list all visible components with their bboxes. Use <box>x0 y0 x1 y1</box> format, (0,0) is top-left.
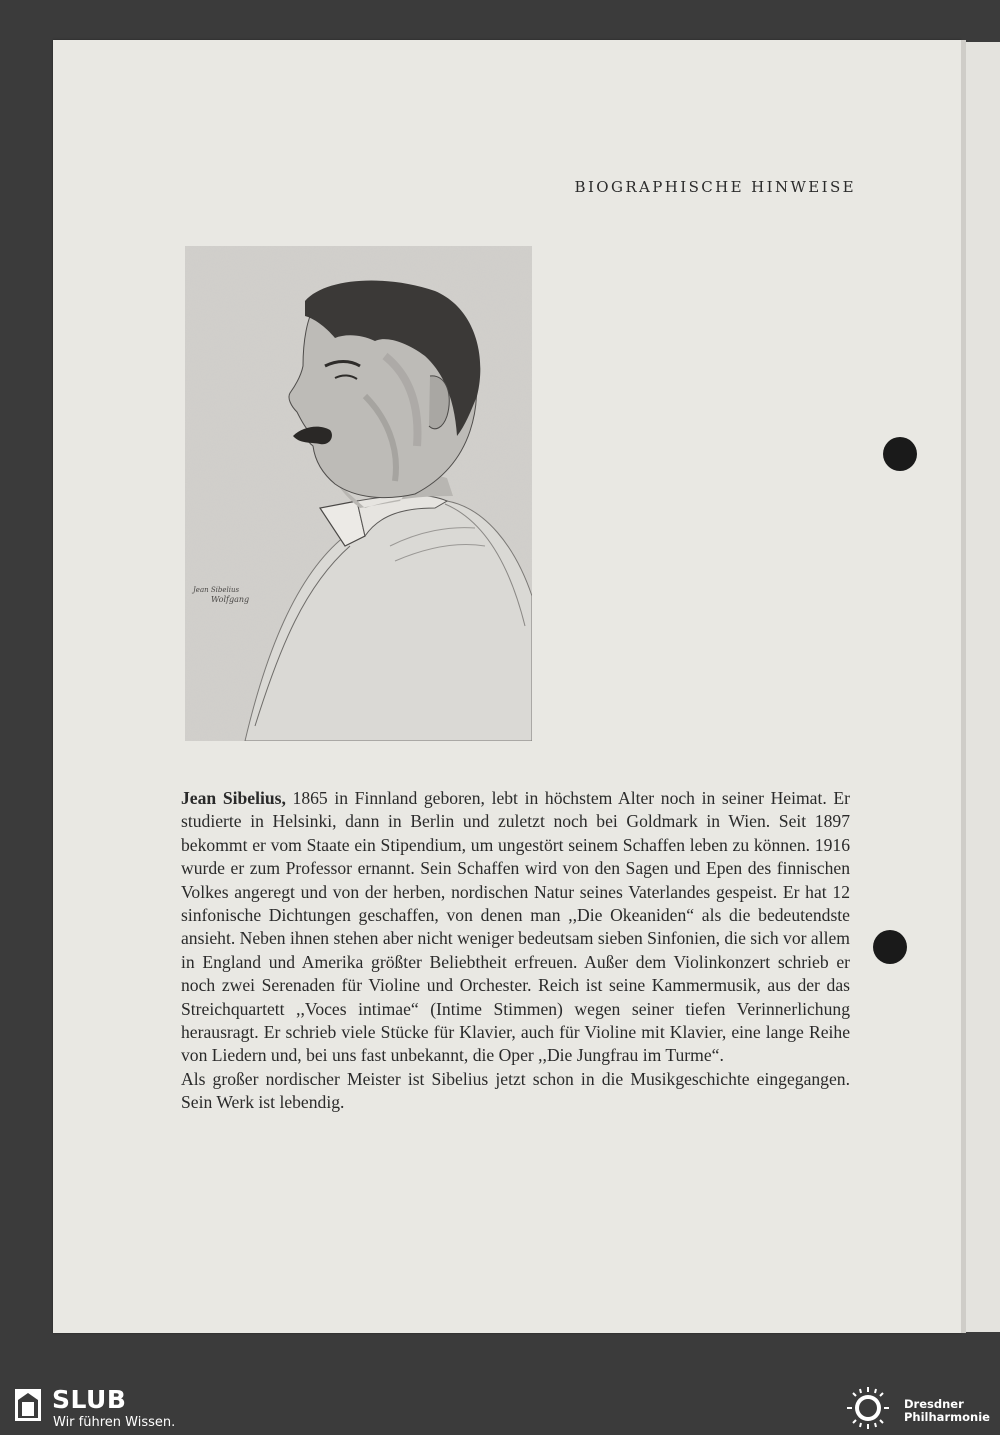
philharmonie-name[interactable] <box>904 1398 990 1424</box>
section-heading: BIOGRAPHISCHE HINWEISE <box>574 178 856 196</box>
punch-hole <box>883 437 917 471</box>
biography-paragraph-1-text: 1865 in Finnland geboren, lebt in höchstem Alter noch in seiner Heimat. Er studierte in Helsinki, dann in Berlin und zuletzt noch bei Goldmark in Wien. Seit 1897 bekommt er vom Staate ein Stipendium, um ungestört seinem Schaffen leben zu können. 1916 wurde er zum Professor ernannt. Sein Schaffen wird von den Sagen und Epen des finnischen Volkes angeregt und von der herben, nordischen Natur seines Vaterlandes gespeist. Er hat 12 sinfonische Dichtungen geschaffen, von denen man ,,Die Okeaniden“ als die bedeutendste ansieht. Neben ihnen stehen aber nicht weniger bedeutsam sieben Sinfonien, die sich vor allem in England und Amerika größter Beliebtheit erfreuen. Außer dem Violinkonzert schrieb er noch zwei Serenaden für Violine und Orchester. Reich ist seine Kammermusik, aus der das Streichquartett ,,Voces intimae“ (Intime Stimmen) wegen seiner tiefen Verinnerlichung herausragt. Er schrieb viele Stücke für Klavier, auch für Violine mit Klavier, eine lange Reihe von Liedern und, bei uns fast unbekannt, die Oper ,,Die Jungfrau im Turme“. <box>181 788 850 1066</box>
portrait-drawing <box>185 246 532 741</box>
slub-name[interactable]: SLUB <box>52 1385 127 1414</box>
philharmonie-line-2: Philharmonie <box>904 1410 990 1424</box>
artist-signature <box>193 586 283 604</box>
slub-tagline: Wir führen Wissen. <box>53 1415 176 1430</box>
philharmonie-logo-icon[interactable] <box>843 1385 893 1435</box>
biography-paragraph-2: Als großer nordischer Meister ist Sibelius jetzt schon in die Musikgeschichte eingegangen. Sein Werk ist lebendig. <box>181 1068 850 1113</box>
adjacent-page <box>966 42 1000 1332</box>
signature-line-1: Jean Sibelius <box>193 586 240 594</box>
slub-logo-icon[interactable] <box>14 1388 42 1426</box>
philharmonie-line-1: Dresdner <box>904 1397 964 1411</box>
composer-name: Jean Sibelius, <box>181 788 286 808</box>
biography-text <box>181 787 850 1115</box>
signature-line-2: Wolfgang <box>211 595 250 604</box>
punch-hole <box>873 930 907 964</box>
biography-paragraph-1 <box>181 787 850 1068</box>
